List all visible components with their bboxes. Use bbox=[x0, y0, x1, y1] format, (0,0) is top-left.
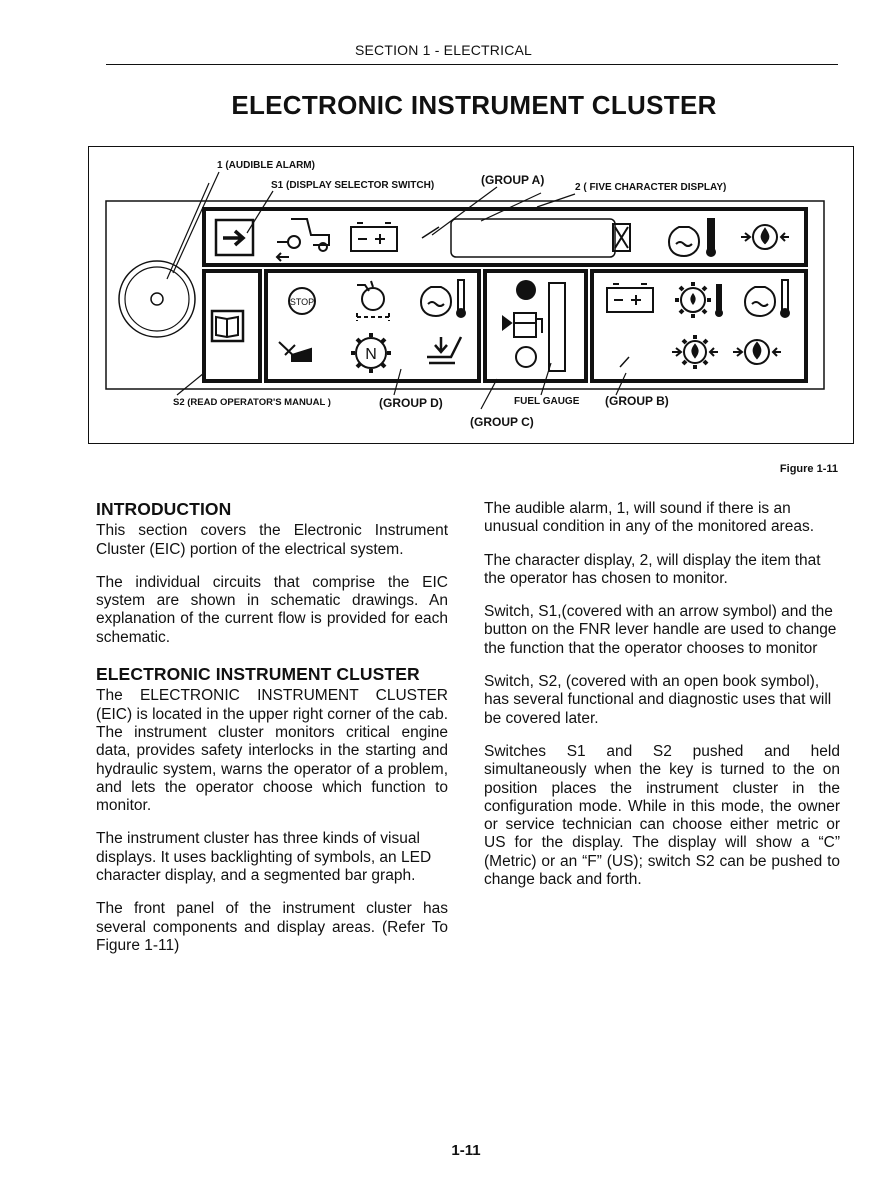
oil-pressure-icon bbox=[741, 225, 789, 249]
fuel-full-indicator bbox=[516, 280, 536, 300]
five-character-display bbox=[451, 219, 615, 257]
page-number: 1-11 bbox=[451, 1142, 481, 1159]
loader-hydraulic-icon bbox=[279, 342, 311, 361]
fuel-pump-icon bbox=[503, 313, 542, 337]
alarm-dial-outer bbox=[119, 261, 195, 337]
label-read-manual: S2 (READ OPERATOR'S MANUAL ) bbox=[173, 397, 331, 408]
arrow-right-icon bbox=[223, 231, 243, 245]
coolant-temp-icon bbox=[421, 280, 465, 317]
right-column bbox=[484, 500, 840, 904]
display-pointer bbox=[422, 227, 439, 238]
page-title: ELECTRONIC INSTRUMENT CLUSTER bbox=[231, 90, 717, 120]
eic-paragraph-2: The instrument cluster has three kinds of visual displays. It uses backlighting of symbols, an LED character display, and a segmented bar graph. bbox=[96, 830, 432, 885]
left-column bbox=[96, 500, 448, 970]
trans-oil-temp-icon bbox=[675, 282, 723, 318]
fuel-empty-indicator bbox=[516, 347, 536, 367]
coolant-level-icon bbox=[669, 219, 715, 256]
coolant-temp-icon-b bbox=[745, 280, 789, 317]
alarm-dial-inner bbox=[125, 267, 189, 331]
right-paragraph-4: Switch, S2, (covered with an open book symbol), has several functional and diagnostic uses that will be covered later. bbox=[484, 673, 832, 727]
stop-label: STOP bbox=[289, 297, 315, 307]
eic-paragraph-3: The front panel of the instrument cluster has several components and display areas. (Refer To Figure 1-11) bbox=[96, 900, 448, 954]
section-header: SECTION 1 - ELECTRICAL bbox=[354, 42, 533, 58]
neutral-gear-icon bbox=[351, 333, 391, 373]
instrument-cluster-figure bbox=[88, 146, 854, 444]
label-group-d: (GROUP D) bbox=[379, 396, 443, 410]
label-five-char-display: 2 ( FIVE CHARACTER DISPLAY) bbox=[575, 182, 727, 193]
figure-caption: Figure 1-11 bbox=[779, 463, 838, 475]
right-paragraph-5: Switches S1 and S2 pushed and held simultaneously when the key is turned to the on position places the instrument cluster in the configuration mode. While in this mode, the owner or service technician can choose either metric or US for the display. The display will show a “C” (Metric) or an “F” (US); switch S2 can be pushed to change back and forth. bbox=[484, 742, 840, 889]
label-display-selector: S1 (DISPLAY SELECTOR SWITCH) bbox=[271, 180, 435, 191]
seat-icon bbox=[427, 337, 461, 363]
tractor-icon bbox=[277, 219, 329, 261]
stop-icon bbox=[289, 288, 315, 314]
intro-paragraph-2: The individual circuits that comprise the EIC system are shown in schematic drawings. An explanation of the current flow is provided for each schematic. bbox=[96, 573, 448, 646]
label-fuel-gauge: FUEL GAUGE bbox=[514, 396, 580, 407]
battery-icon-b bbox=[607, 284, 653, 312]
label-group-a: (GROUP A) bbox=[481, 173, 545, 187]
label-audible-alarm: 1 (AUDIBLE ALARM) bbox=[217, 160, 315, 171]
engine-preheat-icon bbox=[357, 281, 389, 321]
right-paragraph-3: Switch, S1,(covered with an arrow symbol) and the button on the FNR lever handle are used to change the function that the operator chooses to monitor bbox=[484, 603, 837, 657]
eic-paragraph-1: The ELECTRONIC INSTRUMENT CLUSTER (EIC) is located in the upper right corner of the cab. The instrument cluster monitors critical engine data, provides safety interlocks in the starting and hydraulic system, warns the operator of a problem, and lets the operator choose which function to monitor. bbox=[96, 687, 448, 815]
label-group-c: (GROUP C) bbox=[470, 415, 534, 429]
group-b-pointer bbox=[620, 357, 629, 367]
intro-paragraph-1: This section covers the Electronic Instrument Cluster (EIC) portion of the electrical system. bbox=[96, 522, 448, 558]
battery-icon bbox=[351, 223, 397, 251]
open-book-icon bbox=[216, 317, 238, 337]
right-paragraph-1: The audible alarm, 1, will sound if there is an unusual condition in any of the monitored areas. bbox=[484, 500, 815, 536]
fuel-bar-graph bbox=[549, 283, 565, 371]
eic-heading: ELECTRONIC INSTRUMENT CLUSTER bbox=[96, 664, 420, 685]
instrument-cluster-diagram bbox=[89, 147, 855, 445]
right-paragraph-2: The character display, 2, will display the item that the operator has chosen to monitor. bbox=[484, 551, 821, 587]
intro-heading: INTRODUCTION bbox=[96, 499, 232, 519]
trans-oil-pressure-icon bbox=[672, 335, 718, 369]
header-rule bbox=[106, 64, 838, 65]
alarm-dial-center bbox=[151, 293, 163, 305]
label-group-b: (GROUP B) bbox=[605, 394, 669, 408]
hydraulic-oil-pressure-icon bbox=[733, 340, 781, 364]
neutral-label: N bbox=[365, 346, 377, 363]
